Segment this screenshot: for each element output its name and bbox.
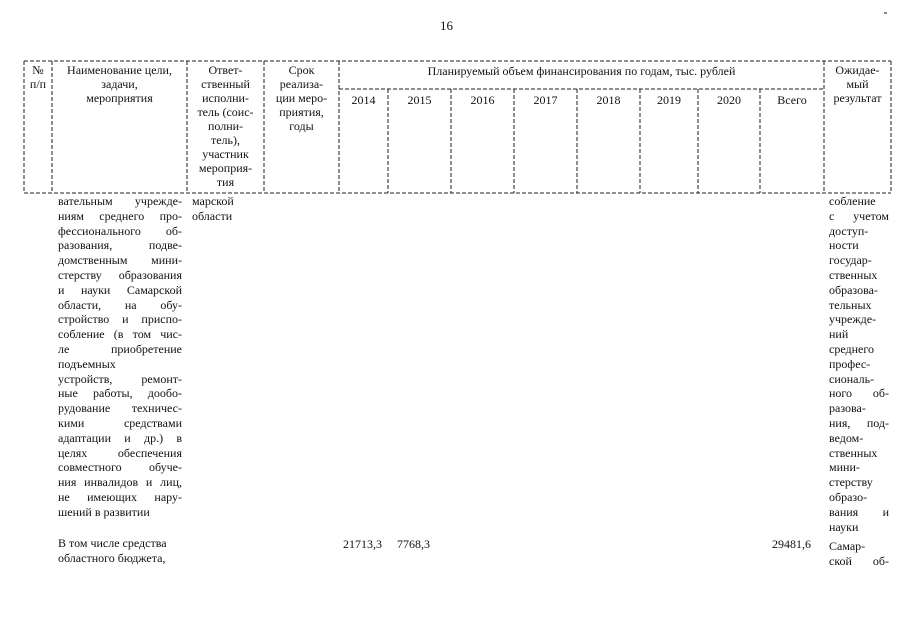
result-line: стерству <box>829 475 873 490</box>
result-line: ской об- <box>829 554 889 569</box>
subtotal-line: областного бюджета, <box>58 550 166 565</box>
result-line: с учетом <box>829 208 889 223</box>
result-line: ности <box>829 238 859 253</box>
name-line: целях обеспечения <box>58 445 182 460</box>
name-line: шений в развитии <box>58 504 150 519</box>
name-line: кими средствами <box>58 415 182 430</box>
value-total: 29481,6 <box>772 537 811 551</box>
result-line: разова- <box>829 401 866 416</box>
subtotal-label <box>58 536 182 566</box>
result-line: учрежде- <box>829 312 877 327</box>
name-line: собление (в том чис- <box>58 327 182 342</box>
result-line: образо- <box>829 489 868 504</box>
header-name: Наименование цели, задачи, мероприятия <box>67 63 172 105</box>
name-line: рудование техничес- <box>58 401 182 416</box>
name-line: ные работы, дообо- <box>58 386 182 401</box>
name-line: разования, подве- <box>58 238 182 253</box>
result-line: Самар- <box>829 539 866 554</box>
name-line: домственным мини- <box>58 253 182 268</box>
name-line: ния инвалидов и лиц, <box>58 475 182 490</box>
header-year-2016: 2016 <box>470 93 495 107</box>
header-financing: Планируемый объем финансирования по годам, тыс. рублей <box>427 64 736 78</box>
name-line: вательным учрежде- <box>58 194 182 208</box>
header-num: № п/п <box>29 63 47 91</box>
name-line: подъемных <box>58 356 116 371</box>
responsible-line: марской <box>192 194 234 208</box>
header-term: Срок реализа- ции меро- приятия, годы <box>275 63 328 133</box>
result-line: доступ- <box>829 223 869 238</box>
name-line: совместного обуче- <box>58 460 182 475</box>
name-line: устройств, ремонт- <box>58 371 182 386</box>
result-line: ственных <box>829 445 878 460</box>
responsible-line: области <box>192 208 233 223</box>
result-line: образова- <box>829 282 878 297</box>
name-line: ниям среднего про- <box>58 208 182 223</box>
result-line: государ- <box>829 253 872 268</box>
header-year-2015: 2015 <box>407 93 432 107</box>
result-line: сиональ- <box>829 371 875 386</box>
page-number: 16 <box>440 18 453 33</box>
result-line: ния, под- <box>829 415 889 430</box>
result-cell <box>829 194 889 569</box>
result-line: тельных <box>829 297 872 312</box>
header-year-2020: 2020 <box>717 93 741 107</box>
result-line: науки <box>829 519 859 534</box>
name-line: и науки Самарской <box>58 282 182 297</box>
name-line: области, на обу- <box>58 297 182 312</box>
result-line: ственных <box>829 267 878 282</box>
result-line: мини- <box>829 460 860 475</box>
header-year-total: Всего <box>777 93 807 107</box>
result-line: ведом- <box>829 430 864 445</box>
name-line: адаптации и др.) в <box>58 430 182 445</box>
name-line: фессионального об- <box>58 223 182 238</box>
responsible-cell <box>192 194 262 224</box>
header-year-2017: 2017 <box>533 93 558 107</box>
name-line: стерству образования <box>58 267 182 282</box>
value-2015: 7768,3 <box>397 537 430 551</box>
result-line: среднего <box>829 341 874 356</box>
result-line: профес- <box>829 356 871 371</box>
value-2014: 21713,3 <box>343 537 382 551</box>
result-line: ного об- <box>829 386 889 401</box>
name-line: ле приобретение <box>58 341 182 356</box>
header-responsible: Ответ- ственный исполни- тель (соис- полни- тель), участник мероприя- тия <box>197 63 254 189</box>
subtotal-line: В том числе средства <box>58 536 167 550</box>
header-year-2019: 2019 <box>657 93 681 107</box>
header-result: Ожидае- мый результат <box>833 63 882 105</box>
result-line: вания и <box>829 504 889 519</box>
header-year-2018: 2018 <box>596 93 621 107</box>
header-year-2014: 2014 <box>351 93 376 107</box>
result-line: ний <box>829 327 849 342</box>
name-line: стройство и приспо- <box>58 312 182 327</box>
name-line: не имеющих нару- <box>58 489 182 504</box>
measure-name-cell <box>58 194 182 520</box>
result-line: собление <box>829 194 876 208</box>
